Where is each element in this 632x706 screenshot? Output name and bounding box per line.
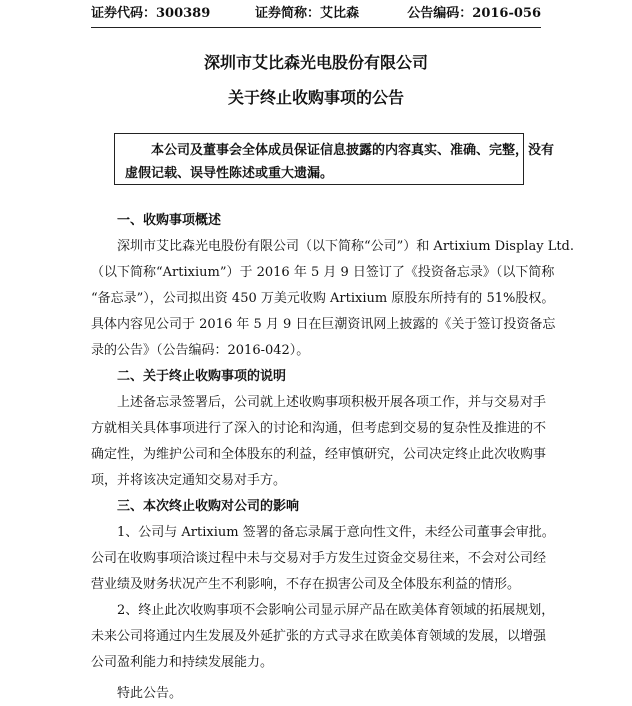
paragraph-line: 方就相关具体事项进行了深入的讨论和沟通，但考虑到交易的复杂性及推进的不 [91, 421, 547, 436]
paragraph-line: 1、公司与 Artixium 签署的备忘录属于意向性文件，未经公司董事会审批。 [117, 525, 555, 540]
announcement-title: 关于终止收购事项的公告 [227, 88, 404, 107]
paragraph-line: 公司盈利能力和持续发展能力。 [91, 655, 274, 670]
announcement-number: 公告编码：2016-056 [407, 6, 541, 21]
paragraph-line: 公司在收购事项洽谈过程中未与交易对手方发生过资金交易往来，不会对公司经 [91, 551, 547, 566]
paragraph-line: 营业绩及财务状况产生不利影响，不存在损害公司及全体股东利益的情形。 [91, 577, 521, 592]
paragraph-line: 深圳市艾比森光电股份有限公司（以下简称“公司”）和 Artixium Display Ltd. [117, 239, 574, 254]
company-title: 深圳市艾比森光电股份有限公司 [203, 53, 428, 72]
disclaimer-box [114, 133, 555, 185]
paragraph-line: 项，并将该决定通知交易对手方。 [91, 473, 287, 488]
closing-statement: 特此公告。 [117, 686, 183, 701]
paragraph-line: 2、终止此次收购事项不会影响公司显示屏产品在欧美体育领域的拓展规划， [117, 603, 555, 618]
paragraph-line: 未来公司将通过内生发展及外延扩张的方式寻求在欧美体育领域的发展，以增强 [91, 629, 547, 644]
stock-abbreviation: 证券简称：艾比森 [255, 6, 360, 21]
section-heading: 二、关于终止收购事项的说明 [117, 369, 287, 384]
header-divider [91, 27, 541, 28]
paragraph-line: （以下简称“Artixium”）于 2016 年 5 月 9 日签订了《投资备忘录》（以下简称 [91, 265, 555, 280]
disclaimer-line: 本公司及董事会全体成员保证信息披露的内容真实、准确、完整，没有 [151, 143, 555, 158]
stock-code: 证券代码：300389 [91, 6, 211, 21]
paragraph-line: 确定性，为维护公司和全体股东的利益，经审慎研究，公司决定终止此次收购事 [91, 447, 547, 462]
paragraph-line: 上述备忘录签署后，公司就上述收购事项积极开展各项工作，并与交易对手 [117, 395, 547, 410]
paragraph-line: 录的公告》（公告编码：2016-042）。 [91, 343, 310, 358]
section-heading: 一、收购事项概述 [117, 213, 222, 228]
paragraph-line: 具体内容见公司于 2016 年 5 月 9 日在巨潮资讯网上披露的《关于签订投资备忘 [91, 317, 556, 332]
paragraph-line: “备忘录”），公司拟出资 450 万美元收购 Artixium 原股东所持有的 51%股权。 [91, 291, 555, 306]
section-heading: 三、本次终止收购对公司的影响 [117, 499, 300, 514]
document-header [91, 4, 541, 24]
disclaimer-line: 虚假记载、误导性陈述或重大遗漏。 [125, 166, 334, 181]
